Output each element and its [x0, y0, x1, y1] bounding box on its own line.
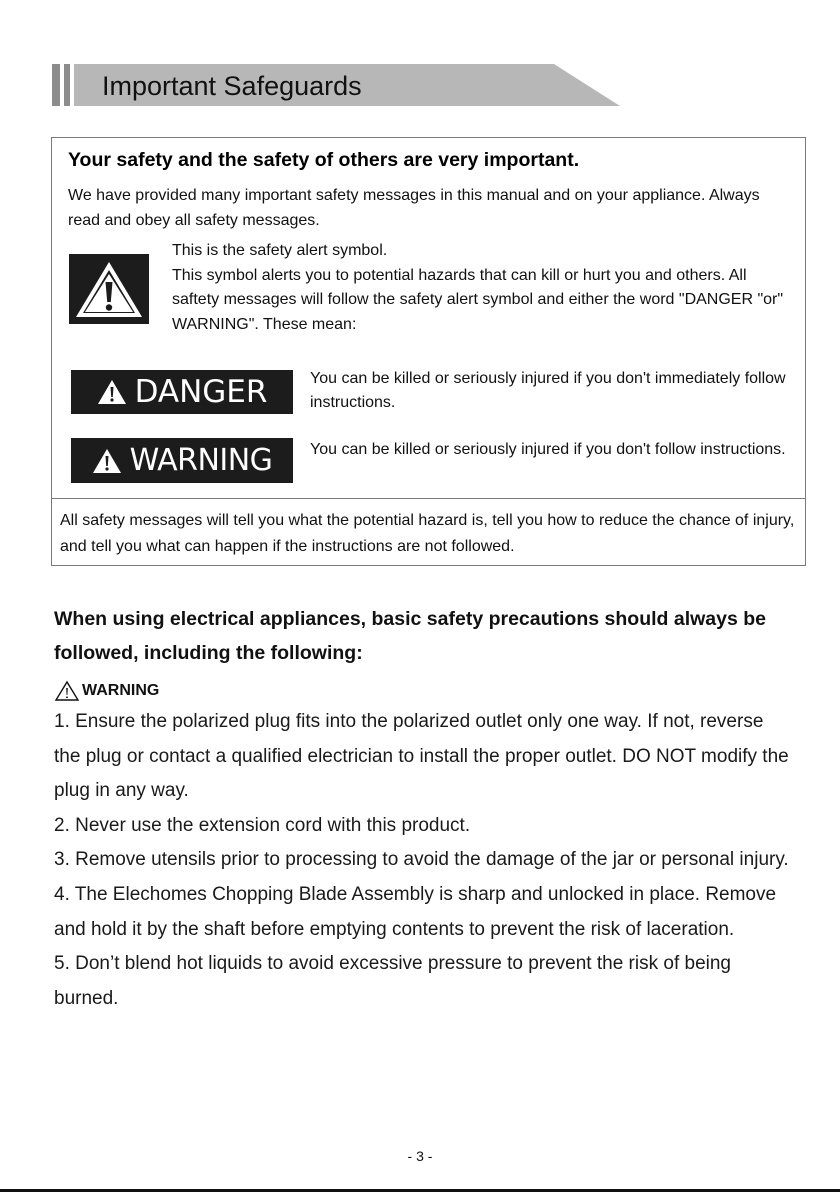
warning-triangle-icon [69, 254, 149, 324]
list-item: 4. The Elechomes Chopping Blade Assembly is sharp and unlocked in place. Remove and hold it by the shaft before emptying contents to prevent the risk of laceration. [54, 883, 777, 940]
page-title: Important Safeguards [102, 71, 362, 101]
alert-symbol-description [172, 239, 797, 337]
list-item: 1. Ensure the polarized plug fits into the polarized outlet only one way. If not, reverse the plug or contact a qualified electrician to install the proper outlet. DO NOT modify the plug in any way. [54, 711, 789, 802]
precautions-warning-label [54, 680, 159, 702]
safety-alert-symbol [69, 254, 149, 324]
danger-description: You can be killed or seriously injured if you don't immediately follow instructions. [310, 370, 786, 411]
alert-line-1: This is the safety alert symbol. [172, 242, 388, 259]
safety-box-divider [51, 498, 806, 499]
safety-heading: Your safety and the safety of others are very important. [68, 149, 580, 171]
warning-triangle-icon [92, 447, 122, 475]
warning-triangle-icon [97, 378, 127, 406]
warning-signal-word [71, 438, 293, 483]
warning-description: You can be killed or seriously injured if you don't follow instructions. [310, 441, 786, 458]
warning-label: WARNING [129, 443, 273, 478]
warning-label-text: WARNING [82, 682, 160, 699]
list-item: 5. Don’t blend hot liquids to avoid excessive pressure to prevent the risk of being burned. [54, 953, 731, 1009]
list-item: 2. Never use the extension cord with this product. [54, 814, 471, 836]
list-item: 3. Remove utensils prior to processing to avoid the damage of the jar or personal injury. [54, 849, 789, 871]
warning-triangle-icon [54, 680, 80, 702]
header-decoration [52, 64, 72, 106]
alert-line-2: This symbol alerts you to potential hazards that can kill or hurt you and others. All saftety messages will follow the safety alert symbol and either the word "DANGER "or" WARNING". These mean: [172, 266, 784, 333]
safety-footer-note: All safety messages will tell you what the potential hazard is, tell you how to reduce the chance of injury, and tell you what can happen if the instructions are not followed. [60, 512, 795, 555]
danger-label: DANGER [134, 374, 268, 410]
precautions-heading: When using electrical appliances, basic safety precautions should always be followed, including the following: [54, 608, 766, 664]
danger-signal-word [71, 370, 293, 414]
precautions-list [54, 705, 794, 1016]
page-number: - 3 - [407, 1148, 433, 1164]
safety-intro: We have provided many important safety messages in this manual and on your appliance. Always read and obey all safety messages. [68, 187, 760, 229]
